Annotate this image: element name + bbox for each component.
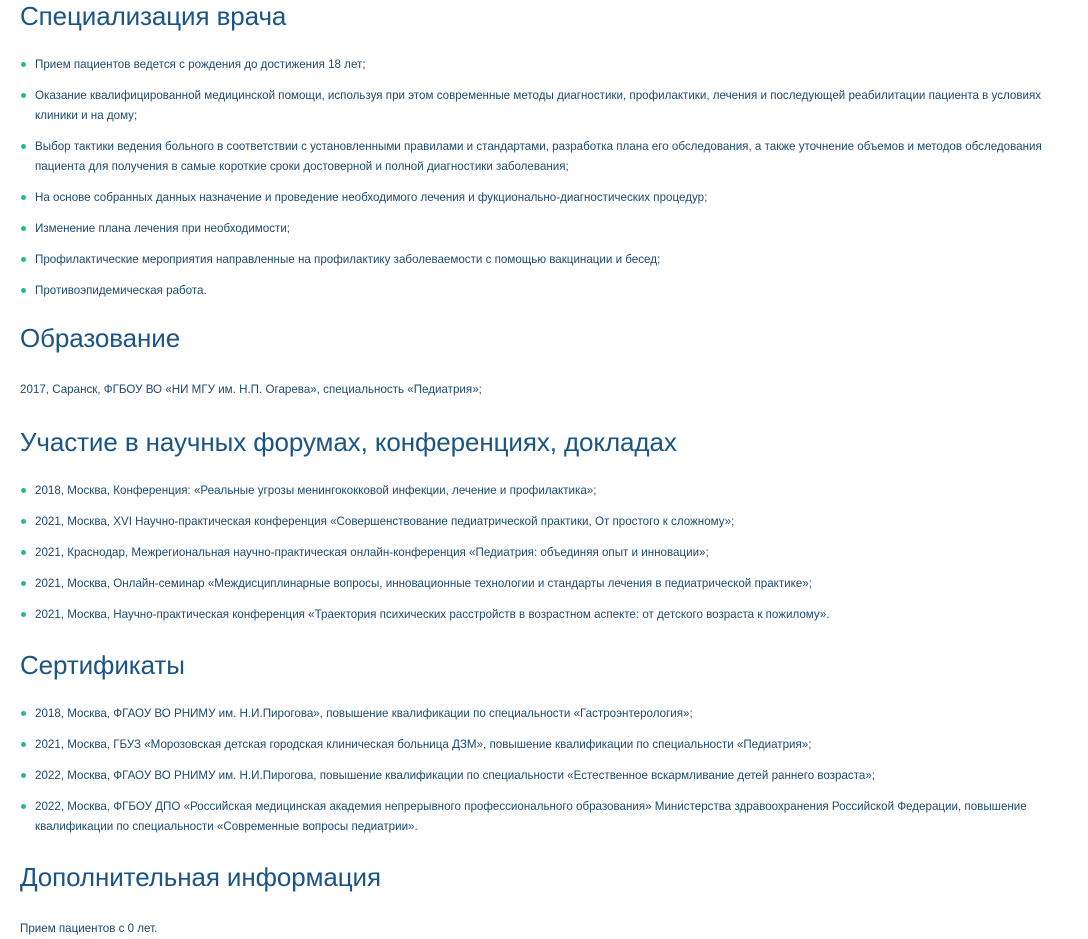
list-item-text: Оказание квалифицированной медицинской помощи, используя при этом современные методы диагностики, профилактики, лечения и последующей реабилитации пациента в условиях клиники и на дому; bbox=[35, 89, 1042, 122]
specialization-section bbox=[20, 0, 1060, 301]
list-item bbox=[20, 797, 1060, 837]
forums-title: Участие в научных форумах, конференциях, докладах bbox=[20, 427, 677, 457]
bullet-dot-icon bbox=[21, 519, 26, 524]
list-item bbox=[20, 766, 1060, 786]
additional-text: Прием пациентов с 0 лет. bbox=[20, 922, 158, 935]
bullet-dot-icon bbox=[21, 550, 26, 555]
list-item bbox=[20, 219, 1060, 239]
bullet-dot-icon bbox=[21, 711, 26, 716]
list-item-text: 2021, Москва, Онлайн-семинар «Междисциплинарные вопросы, инновационные технологии и стандарты лечения в педиатрической практике»; bbox=[35, 577, 812, 590]
list-item bbox=[20, 250, 1060, 270]
list-item-text: 2021, Москва, Научно-практическая конференция «Траектория психических расстройств в возрастном аспекте: от детского возраста к пожилому». bbox=[35, 608, 830, 621]
specialization-title: Специализация врача bbox=[20, 1, 287, 31]
additional-section bbox=[20, 861, 1060, 939]
list-item bbox=[20, 86, 1060, 126]
education-text: 2017, Саранск, ФГБОУ ВО «НИ МГУ им. Н.П. Огарева», специальность «Педиатрия»; bbox=[20, 383, 482, 396]
list-item-text: Профилактические мероприятия направленные на профилактику заболеваемости с помощью вакцинации и бесед; bbox=[35, 253, 661, 266]
bullet-dot-icon bbox=[21, 804, 26, 809]
bullet-dot-icon bbox=[21, 93, 26, 98]
certificates-section bbox=[20, 649, 1060, 837]
list-item-text: 2022, Москва, ФГБОУ ДПО «Российская медицинская академия непрерывного профессионального образования» Министерства здравоохранения Российской Федерации, повышение квалификации по специальности «Современные вопросы педиатрии». bbox=[35, 800, 1027, 833]
additional-title: Дополнительная информация bbox=[20, 862, 381, 892]
list-item bbox=[20, 543, 1060, 563]
list-item-text: Изменение плана лечения при необходимости; bbox=[35, 222, 291, 235]
list-item-text: 2022, Москва, ФГАОУ ВО РНИМУ им. Н.И.Пирогова, повышение квалификации по специальности «Естественное вскармливание детей раннего возраста»; bbox=[35, 769, 876, 782]
list-item-text: 2018, Москва, ФГАОУ ВО РНИМУ им. Н.И.Пирогова», повышение квалификации по специальности «Гастроэнтерология»; bbox=[35, 707, 693, 720]
list-item-text: Противоэпидемическая работа. bbox=[35, 284, 207, 297]
list-item bbox=[20, 605, 1060, 625]
list-item bbox=[20, 137, 1060, 177]
bullet-dot-icon bbox=[21, 144, 26, 149]
bullet-dot-icon bbox=[21, 195, 26, 200]
education-section bbox=[20, 322, 1060, 400]
bullet-dot-icon bbox=[21, 488, 26, 493]
bullet-dot-icon bbox=[21, 226, 26, 231]
certificates-title: Сертификаты bbox=[20, 650, 185, 680]
certificates-list bbox=[20, 704, 1060, 837]
bullet-dot-icon bbox=[21, 257, 26, 262]
list-item-text: 2018, Москва, Конференция: «Реальные угрозы менингококковой инфекции, лечение и профилактика»; bbox=[35, 484, 597, 497]
bullet-dot-icon bbox=[21, 612, 26, 617]
bullet-dot-icon bbox=[21, 581, 26, 586]
forums-list bbox=[20, 481, 1060, 625]
bullet-dot-icon bbox=[21, 288, 26, 293]
list-item bbox=[20, 188, 1060, 208]
list-item bbox=[20, 281, 1060, 301]
list-item bbox=[20, 735, 1060, 755]
list-item-text: Прием пациентов ведется с рождения до достижения 18 лет; bbox=[35, 58, 366, 71]
forums-section bbox=[20, 426, 1060, 625]
education-title: Образование bbox=[20, 323, 181, 353]
bullet-dot-icon bbox=[21, 773, 26, 778]
bullet-dot-icon bbox=[21, 62, 26, 67]
bullet-dot-icon bbox=[21, 742, 26, 747]
list-item bbox=[20, 55, 1060, 75]
specialization-list bbox=[20, 55, 1060, 301]
list-item-text: На основе собранных данных назначение и проведение необходимого лечения и фукционально-диагностических процедур; bbox=[35, 191, 708, 204]
list-item bbox=[20, 512, 1060, 532]
list-item bbox=[20, 704, 1060, 724]
list-item-text: 2021, Москва, ГБУЗ «Морозовская детская городская клиническая больница ДЗМ», повышение квалификации по специальности «Педиатрия»; bbox=[35, 738, 812, 751]
list-item-text: 2021, Москва, XVI Научно-практическая конференция «Совершенствование педиатрической практики, От простого к сложному»; bbox=[35, 515, 735, 528]
list-item-text: Выбор тактики ведения больного в соответствии с установленными правилами и стандартами, разработка плана его обследования, а также уточнение объемов и методов обследования пациента для получения в самые короткие сроки достоверной и полной диагностики заболевания; bbox=[35, 140, 1042, 173]
list-item bbox=[20, 574, 1060, 594]
list-item-text: 2021, Краснодар, Межрегиональная научно-практическая онлайн-конференция «Педиатрия: объединяя опыт и инновации»; bbox=[35, 546, 709, 559]
list-item bbox=[20, 481, 1060, 501]
